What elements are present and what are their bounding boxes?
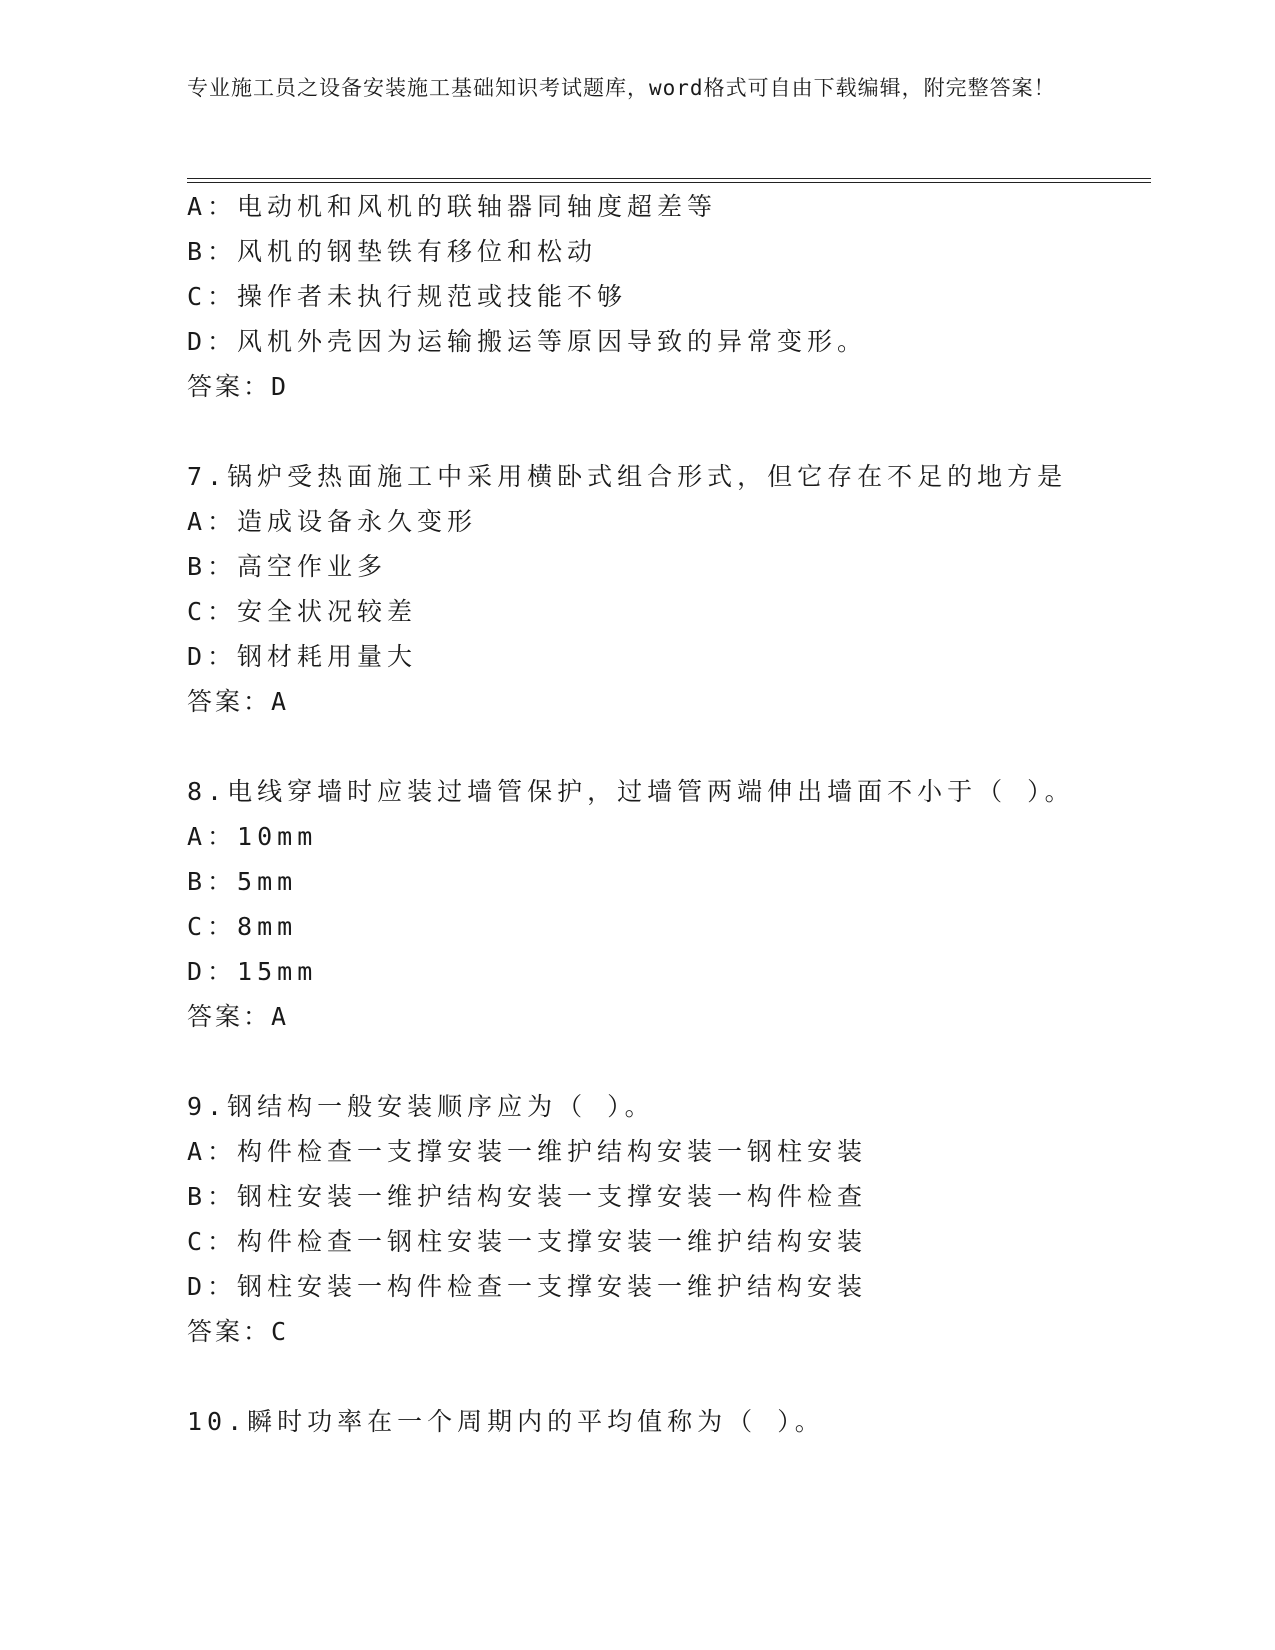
question-7: 7.锅炉受热面施工中采用横卧式组合形式，但它存在不足的地方是 bbox=[187, 462, 1068, 491]
option-a: A：造成设备永久变形 bbox=[187, 507, 478, 536]
question-10: 10.瞬时功率在一个周期内的平均值称为（ ）。 bbox=[187, 1407, 825, 1436]
option-a: A：10mm bbox=[187, 822, 318, 851]
option-d: D：15mm bbox=[187, 957, 318, 986]
option-c: C：安全状况较差 bbox=[187, 597, 418, 626]
answer-line: 答案：A bbox=[187, 1002, 290, 1031]
question-9: 9.钢结构一般安装顺序应为（ ）。 bbox=[187, 1092, 655, 1121]
answer-line: 答案：C bbox=[187, 1317, 290, 1346]
option-a: A：电动机和风机的联轴器同轴度超差等 bbox=[187, 192, 718, 221]
option-c: C：构件检查一钢柱安装一支撑安装一维护结构安装 bbox=[187, 1227, 868, 1256]
option-b: B：高空作业多 bbox=[187, 552, 388, 581]
answer-line: 答案：A bbox=[187, 687, 290, 716]
answer-line: 答案：D bbox=[187, 372, 290, 401]
option-b: B：5mm bbox=[187, 867, 298, 896]
question-8: 8.电线穿墙时应装过墙管保护，过墙管两端伸出墙面不小于（ ）。 bbox=[187, 777, 1075, 806]
option-b: B：钢柱安装一维护结构安装一支撑安装一构件检查 bbox=[187, 1182, 868, 1211]
option-d: D：钢柱安装一构件检查一支撑安装一维护结构安装 bbox=[187, 1272, 868, 1301]
option-c: C：8mm bbox=[187, 912, 298, 941]
option-a: A：构件检查一支撑安装一维护结构安装一钢柱安装 bbox=[187, 1137, 868, 1166]
option-d: D：风机外壳因为运输搬运等原因导致的异常变形。 bbox=[187, 327, 868, 356]
option-d: D：钢材耗用量大 bbox=[187, 642, 418, 671]
header-divider-bottom bbox=[187, 182, 1151, 183]
option-b: B：风机的钢垫铁有移位和松动 bbox=[187, 237, 598, 266]
option-c: C：操作者未执行规范或技能不够 bbox=[187, 282, 628, 311]
document-header: 专业施工员之设备安装施工基础知识考试题库，word格式可自由下载编辑，附完整答案！ bbox=[187, 76, 1056, 100]
header-divider-top bbox=[187, 178, 1151, 179]
